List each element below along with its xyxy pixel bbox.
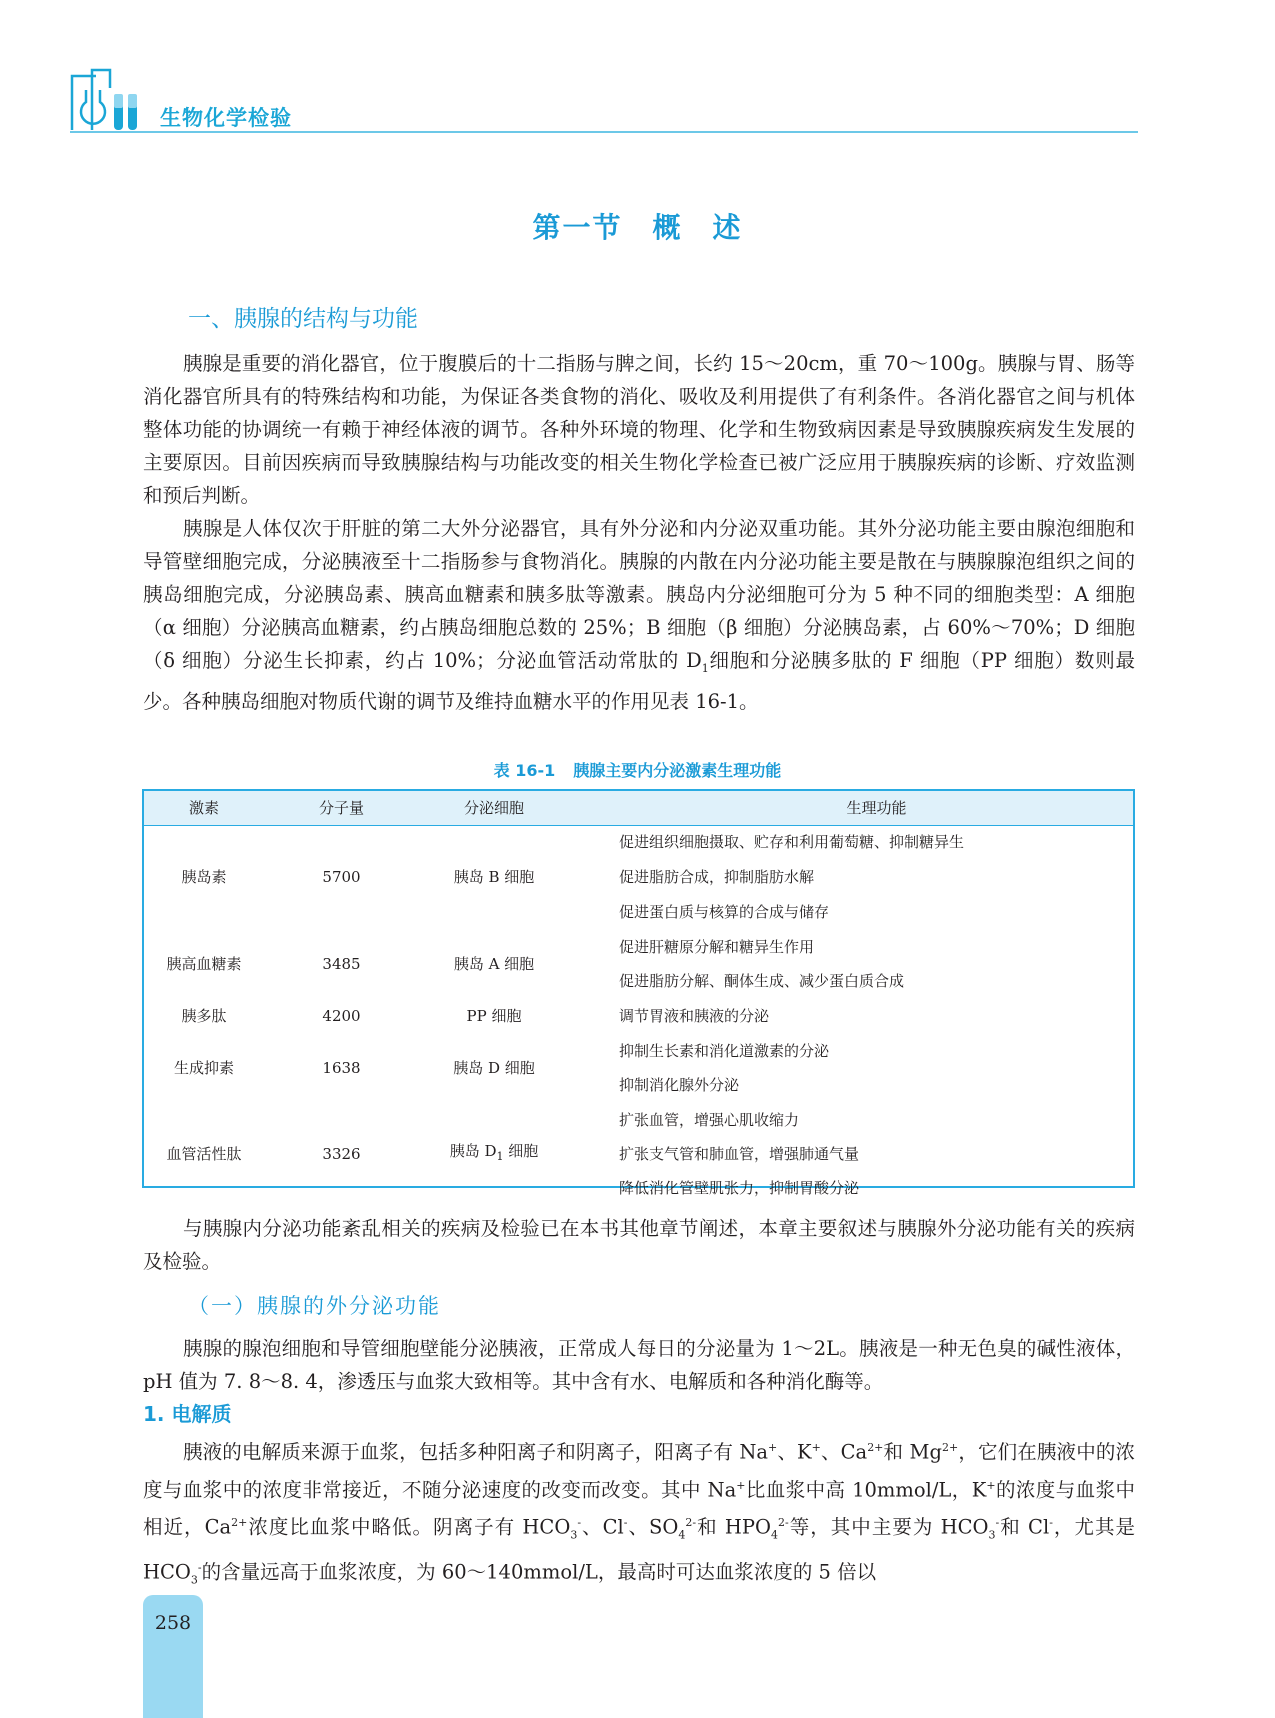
paragraph-electrolytes: 胰液的电解质来源于血浆，包括多种阳离子和阴离子，阳离子有 Na+、K+、$Ca^{2+}$和 $Mg^{2+}$，它们在胰液中的浓度与血浆中的浓度非常接近，不随分泌速度的改变而改变。其中 Na+比血浆中高 10mmol/L，K+的浓度与血浆中相近，$Ca^{2+}$浓度比血浆中略低。阴离子有 $HCO_3^-$、Cl-、$SO_4^{2-}$和 $HPO_4^{2-}$等，其中主要为 $HCO_3^-$和 Cl-，尤其是 $HCO_3^-$的含量远高于血浆浓度，为 60～140mmol/L，最高时可达血浆浓度的 5 倍以	[143, 1440, 1136, 1587]
table-cell-cell: 胰岛 B 细胞	[453, 868, 535, 886]
table-caption	[0, 758, 1275, 781]
heading-exocrine-function: （一）胰腺的外分泌功能	[188, 1294, 441, 1318]
table-number: 表 16-1	[493, 761, 556, 780]
col-header-cell: 分泌细胞	[463, 799, 524, 817]
table-cell-cell: PP 细胞	[466, 1007, 522, 1025]
table-title: 胰腺主要内分泌激素生理功能	[573, 761, 782, 780]
paragraph-chapter-scope: 与胰腺内分泌功能紊乱相关的疾病及检验已在本书其他章节阐述，本章主要叙述与胰腺外分泌功能有关的疾病及检验。	[143, 1217, 1135, 1273]
table-cell-function: 扩张支气管和肺血管，增强肺通气量	[619, 1145, 860, 1163]
page-number: 258	[154, 1612, 192, 1634]
heading-structure-function: 一、胰腺的结构与功能	[188, 306, 418, 332]
table-cell-function: 促进脂肪合成，抑制脂肪水解	[619, 868, 815, 886]
table-cell-function: 促进肝糖原分解和糖异生作用	[619, 938, 815, 956]
table-cell-hormone: 血管活性肽	[166, 1145, 242, 1163]
table-cell-hormone: 胰多肽	[181, 1007, 227, 1025]
table-cell-cell: 胰岛 $D_1$ 细胞	[449, 1142, 539, 1163]
book-title: 生物化学检验	[160, 106, 292, 130]
table-cell-function: 促进脂肪分解、酮体生成、减少蛋白质合成	[619, 972, 905, 990]
heading-electrolytes: 1. 电解质	[143, 1402, 232, 1426]
table-header-row	[144, 791, 1133, 826]
table-cell-hormone: 生成抑素	[173, 1059, 234, 1077]
table-cell-mw: 3326	[322, 1145, 361, 1163]
paragraph-endocrine: 胰腺是人体仅次于肝脏的第二大外分泌器官，具有外分泌和内分泌双重功能。其外分泌功能主要由腺泡细胞和导管壁细胞完成，分泌胰液至十二指肠参与食物消化。胰腺的内散在内分泌功能主要是散在与胰腺腺泡组织之间的胰岛细胞完成，分泌胰岛素、胰高血糖素和胰多肽等激素。胰岛内分泌细胞可分为 5 种不同的细胞类型：A 细胞（α 细胞）分泌胰高血糖素，约占胰岛细胞总数的 25%；B 细胞（β 细胞）分泌胰岛素，占 60%～70%；D 细胞（δ 细胞）分泌生长抑素，约占 10%；分泌血管活动常肽的 $D_1$细胞和分泌胰多肽的 F 细胞（PP 细胞）数则最少。各种胰岛细胞对物质代谢的调节及维持血糖水平的作用见表 16-1。	[143, 517, 1135, 713]
table-cell-mw: 4200	[322, 1007, 361, 1025]
section-title: 第一节 概 述	[532, 211, 743, 244]
table-cell-function: 扩张血管，增强心肌收缩力	[619, 1111, 800, 1129]
table-cell-function: 促进组织细胞摄取、贮存和利用葡萄糖、抑制糖异生	[619, 833, 965, 851]
table-cell-cell: 胰岛 A 细胞	[453, 955, 535, 973]
running-header	[70, 68, 1138, 134]
table-cell-mw: 1638	[322, 1059, 361, 1077]
table-cell-hormone: 胰岛素	[181, 868, 227, 886]
table-cell-function: 抑制消化腺外分泌	[619, 1076, 740, 1094]
table-cell-function: 促进蛋白质与核算的合成与储存	[619, 903, 830, 921]
table-cell-cell: 胰岛 D 细胞	[453, 1059, 535, 1077]
table-cell-function: 抑制生长素和消化道激素的分泌	[619, 1042, 830, 1060]
table-cell-function: 调节胃液和胰液的分泌	[619, 1007, 770, 1025]
col-header-function: 生理功能	[846, 799, 907, 817]
paragraph-intro: 胰腺是重要的消化器官，位于腹膜后的十二指肠与脾之间，长约 15～20cm，重 70～100g。胰腺与胃、肠等消化器官所具有的特殊结构和功能，为保证各类食物的消化、吸收及利用提供了有利条件。各消化器官之间与机体整体功能的协调统一有赖于神经体液的调节。各种外环境的物理、化学和生物致病因素是导致胰腺疾病发生发展的主要原因。目前因疾病而导致胰腺结构与功能改变的相关生物化学检查已被广泛应用于胰腺疾病的诊断、疗效监测和预后判断。	[143, 352, 1135, 507]
hormone-table	[142, 789, 1135, 1197]
table-cell-hormone: 胰高血糖素	[166, 955, 242, 973]
paragraph-pancreatic-juice: 胰腺的腺泡细胞和导管细胞壁能分泌胰液，正常成人每日的分泌量为 1～2L。胰液是一种无色臭的碱性液体，pH 值为 7. 8～8. 4，渗透压与血浆大致相等。其中含有水、电解质和各种消化酶等。	[143, 1337, 1135, 1393]
header-divider	[70, 131, 1138, 133]
table-cell-mw: 5700	[322, 868, 361, 886]
table-cell-mw: 3485	[322, 955, 361, 973]
col-header-mw: 分子量	[318, 799, 364, 817]
col-header-hormone: 激素	[188, 799, 219, 817]
table-cell-function: 降低消化管壁肌张力，抑制胃酸分泌	[619, 1179, 860, 1197]
lab-flask-icon	[70, 68, 146, 132]
